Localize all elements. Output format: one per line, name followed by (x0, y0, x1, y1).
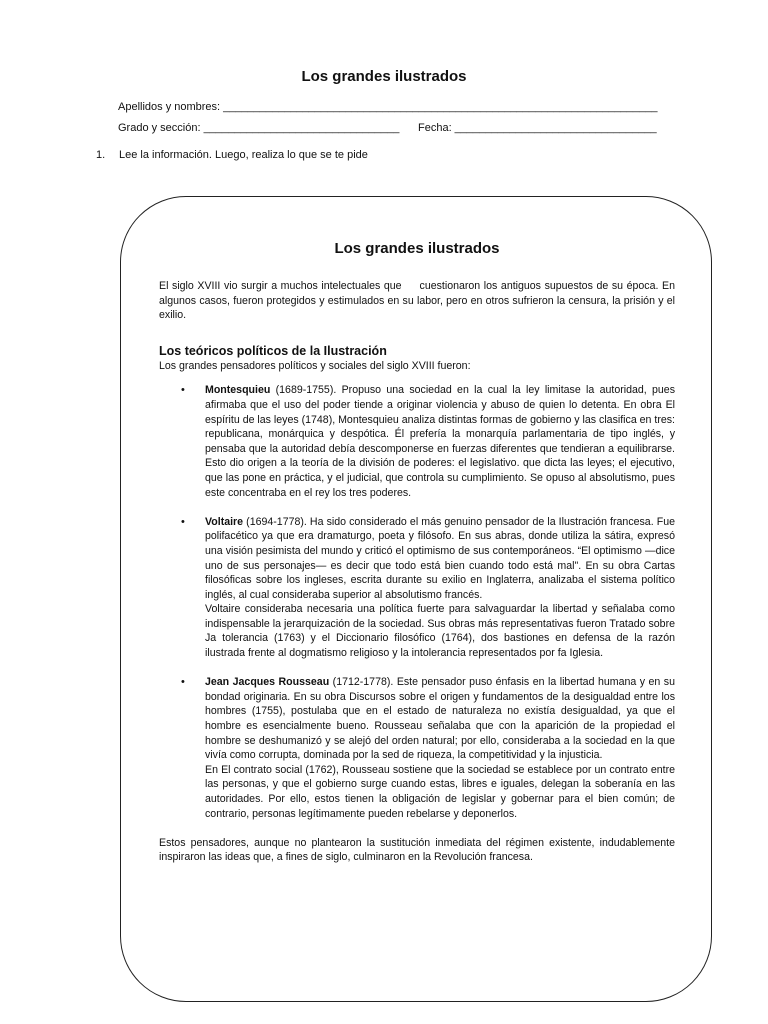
grade-field: Grado y sección: ________________________________ (118, 122, 400, 134)
section-heading: Los teóricos políticos de la Ilustración (159, 343, 387, 358)
thinker-name: Montesquieu (205, 384, 271, 397)
date-field: Fecha: _________________________________ (418, 122, 657, 134)
list-item (159, 515, 675, 661)
thinkers-list (159, 383, 675, 821)
instruction-number: 1. (96, 149, 106, 161)
thinker-text: (1712-1778). Este pensador puso énfasis en la libertad humana y en su bondad originaria. En su obra Discursos sobre el origen y fundamentos de la desigualdad entre los hombres (1755), postulaba que en el estado de naturaleza no existía desigualdad, ya que el hombre es esencialmente bueno. Rousseau señalaba que con la aparición de la propiedad el hombre se deshumanizó y se alejó del orden natural; por ello, consideraba a la sociedad en la que vivía como corrupta, dominada por la sed de riqueza, la competitividad y la injusticia. (205, 676, 675, 762)
bullet-icon: • (181, 676, 185, 689)
box-content (159, 279, 678, 865)
section-intro: Los grandes pensadores políticos y sociales del siglo XVIII fueron: (159, 359, 471, 372)
thinker-text: (1689-1755). Propuso una sociedad en la cual la ley limitase la autoridad, pues afirmaba que el uso del poder tiende a originar violencia y abuso de quien lo detenta. En obra El espíritu de las leyes (1748), Montesquieu analiza distintas formas de gobierno y las clasifica en tres: republicana, monárquica y despótica. Él prefería la monarquía parlamentaria de tipo inglés, y pensaba que la autoridad debía descomponerse en fuerzas diferentes que tendieran a equilibrarse. Esto dio origen a la teoría de la división de poderes: el legislativo. que dicta las leyes; el ejecutivo, que las pone en práctica, y el judicial, que controla su cumplimiento. Se opuso al absolutismo, pues este concentraba en el rey los tres poderes. (205, 384, 675, 499)
list-item (159, 383, 675, 500)
bullet-icon: • (181, 515, 185, 528)
bullet-icon: • (181, 384, 185, 397)
closing-paragraph: Estos pensadores, aunque no plantearon la sustitución inmediata del régimen existente, indudablemente inspiraron las ideas que, a fines de siglo, culminaron en la Revolución francesa. (159, 836, 675, 864)
list-item (159, 675, 675, 821)
thinker-name: Voltaire (205, 515, 244, 528)
page-title: Los grandes ilustrados (301, 68, 467, 85)
thinker-extra: Voltaire consideraba necesaria una política fuerte para salvaguardar la libertad y señalaba como indispensable la jerarquización de la sociedad. Sus obras más representativas fueron Tratado sobre Ja tolerancia (1763) y el Diccionario filosófico (1764), dos bastiones en defensa de la razón ilustrada frente al dogmatismo religioso y la intolerancia representados por fa Iglesia. (205, 603, 675, 660)
name-field: Apellidos y nombres: _______________________________________________________________________ (118, 101, 658, 113)
reading-box (120, 196, 712, 1002)
instruction-text: Lee la información. Luego, realiza lo que se te pide (119, 149, 368, 161)
thinker-name: Jean Jacques Rousseau (205, 676, 330, 689)
intro-paragraph: El siglo XVIII vio surgir a muchos intelectuales que cuestionaron los antiguos supuestos de su época. En algunos casos, fueron protegidos y estimulados en su labor, pero en otros sufrieron la censura, la prisión y el exilio. (159, 280, 678, 322)
thinker-text: (1694-1778). Ha sido considerado el más genuino pensador de la Ilustración francesa. Fue polifacético ya que era dramaturgo, poeta y filósofo. En sus abras, donde utiliza la sátira, expresó una visión pesimista del mundo y criticó el optimismo de sus contemporáneos. “El optimismo —dice uno de sus personajes— es decir que todo está bien cuando todo está mal". En su obra Cartas filosóficas sobre los ingleses, escrita durante su exilio en Inglaterra, analizaba el sistema político inglés, al cual consideraba superior al absolutismo francés. (205, 515, 675, 601)
thinker-extra: En El contrato social (1762), Rousseau sostiene que la sociedad se establece por un contrato entre las personas, y que el gobierno surge cuando estas, libres e iguales, delegan la soberanía en las autoridades. Por ello, estos tienen la obligación de legislar y gobernar para el bien común; de contrario, personas legítimamente pueden rebelarse y deponerlos. (205, 763, 675, 820)
box-title: Los grandes ilustrados (334, 240, 500, 257)
instruction (96, 149, 368, 161)
